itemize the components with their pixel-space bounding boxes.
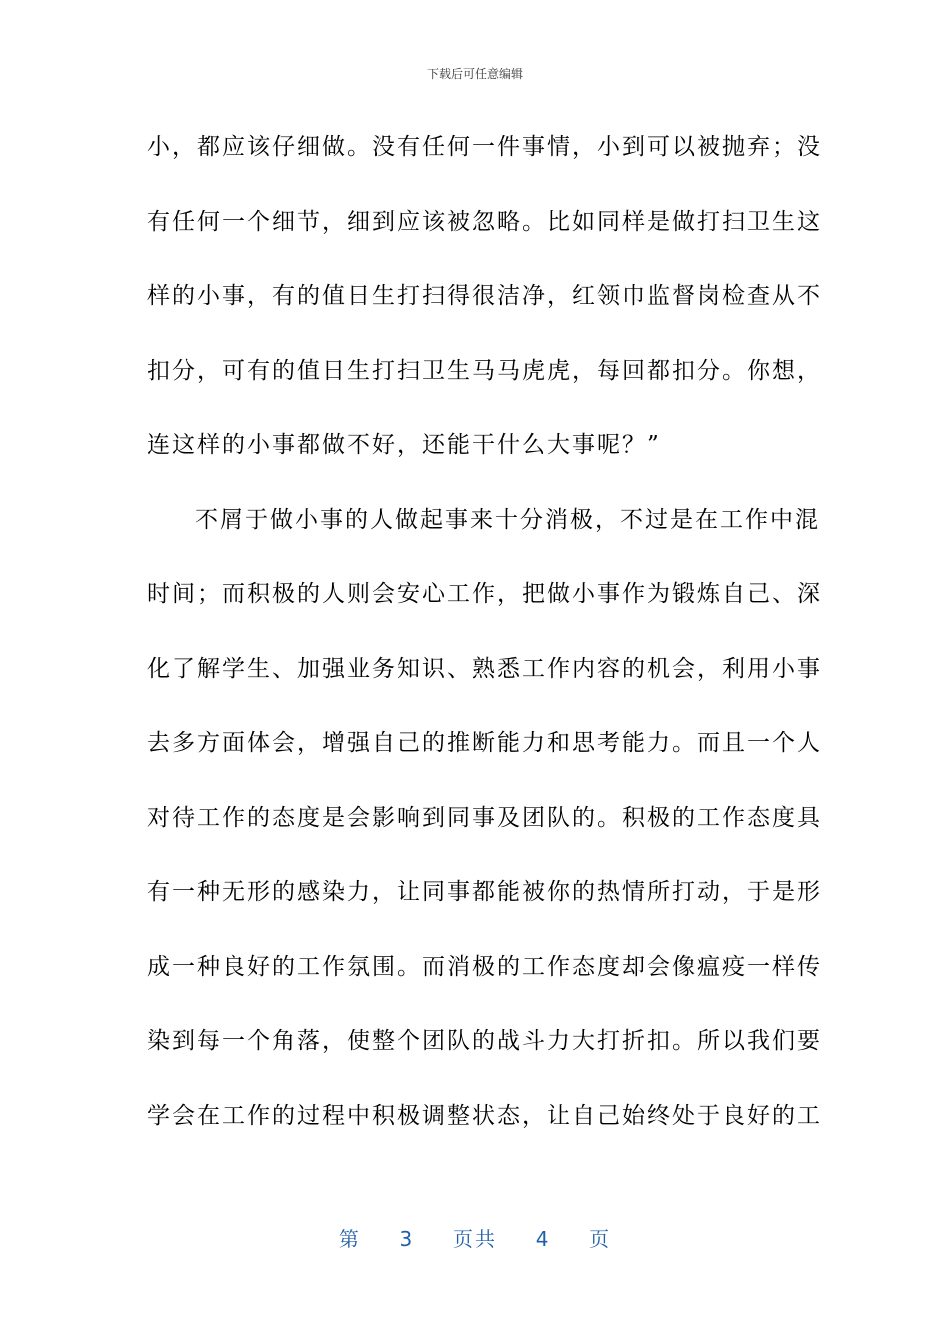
text-line: 有一种无形的感染力，让同事都能被你的热情所打动，于是形 (147, 879, 822, 905)
text-line: 去多方面体会，增强自己的推断能力和思考能力。而且一个人 (147, 730, 822, 756)
page-footer (0, 1226, 950, 1252)
text-line: 成一种良好的工作氛围。而消极的工作态度却会像瘟疫一样传 (147, 953, 822, 980)
text-line: 小，都应该仔细做。没有任何一件事情，小到可以被抛弃；没 (147, 134, 822, 160)
text-line: 时间；而积极的人则会安心工作，把做小事作为锻炼自己、深 (147, 581, 822, 607)
footer-prefix: 第 (338, 1227, 361, 1251)
current-page-number: 3 (399, 1227, 415, 1251)
footer-middle: 页共 (453, 1227, 497, 1251)
text-line: 化了解学生、加强业务知识、熟悉工作内容的机会，利用小事 (147, 655, 822, 682)
document-body (147, 127, 822, 1170)
text-line: 连这样的小事都做不好，还能干什么大事呢？” (147, 432, 661, 458)
text-line: 样的小事，有的值日生打扫得很洁净，红领巾监督岗检查从不 (147, 283, 822, 309)
text-line: 不屑于做小事的人做起事来十分消极，不过是在工作中混 (195, 506, 820, 533)
text-line: 有任何一个细节，细到应该被忽略。比如同样是做打扫卫生这 (147, 208, 822, 235)
page-header-note: 下载后可任意编辑 (426, 67, 523, 81)
footer-suffix: 页 (589, 1227, 612, 1251)
text-line: 扣分，可有的值日生打扫卫生马马虎虎，每回都扣分。你想， (147, 357, 822, 384)
text-line: 学会在工作的过程中积极调整状态，让自己始终处于良好的工 (147, 1102, 822, 1129)
text-line: 对待工作的态度是会影响到同事及团队的。积极的工作态度具 (147, 804, 822, 831)
text-line: 染到每一个角落，使整个团队的战斗力大打折扣。所以我们要 (147, 1028, 822, 1054)
total-pages-number: 4 (535, 1227, 551, 1251)
